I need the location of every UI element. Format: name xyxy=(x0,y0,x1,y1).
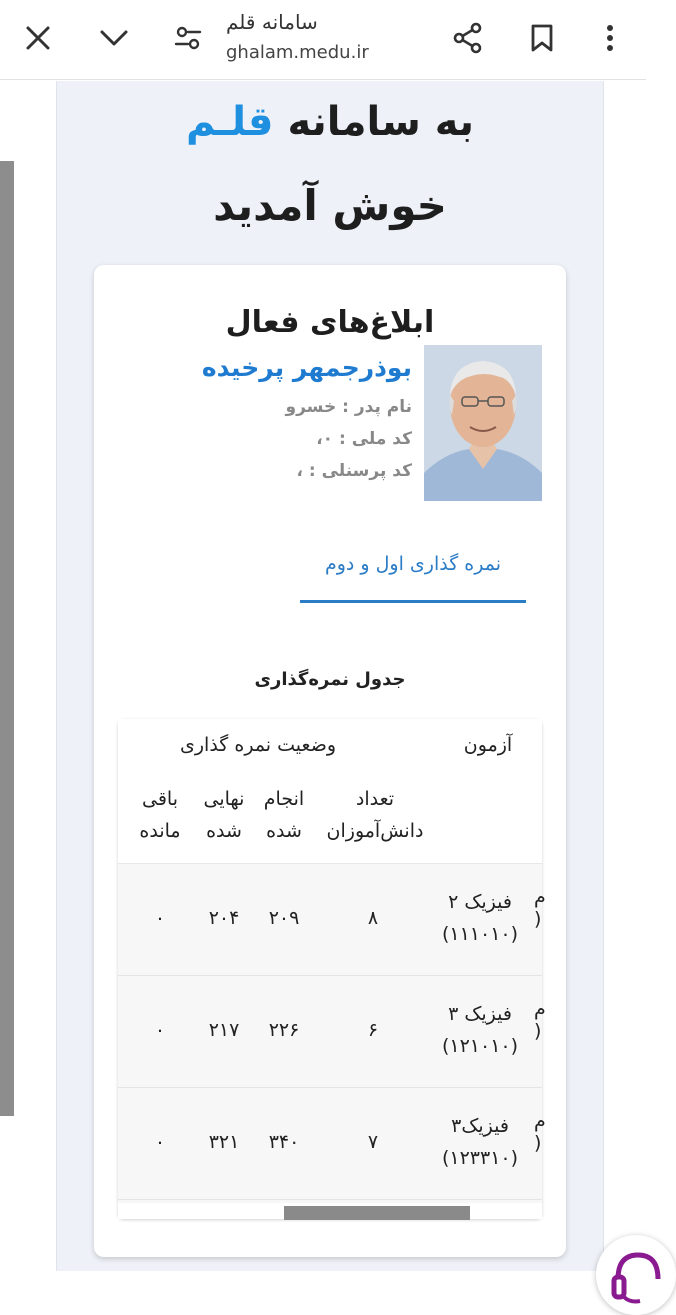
support-button[interactable] xyxy=(596,1235,676,1315)
header-done-line1: انجام xyxy=(263,788,305,810)
scrollbar-thumb[interactable] xyxy=(284,1206,470,1220)
side-panel-edge xyxy=(0,161,14,1116)
tab-grading-first-second[interactable] xyxy=(300,553,526,603)
clipped-line2: ) xyxy=(534,908,542,930)
clipped-line1: م xyxy=(534,886,546,908)
page-url[interactable]: ghalam.medu.ir xyxy=(226,42,369,63)
header-final xyxy=(196,783,252,847)
header-remaining xyxy=(132,783,188,847)
card-title: ابلاغ‌های فعال xyxy=(225,305,435,340)
clipped-line1: م xyxy=(534,1110,546,1132)
header-students xyxy=(318,783,432,847)
brand-name: قلـم xyxy=(185,99,274,145)
final-count: ۲۰۴ xyxy=(208,907,240,929)
welcome-prefix: به سامانه xyxy=(287,99,475,145)
exam-cell xyxy=(434,998,526,1062)
header-final-line1: نهایی xyxy=(203,788,245,810)
exam-code: (۱۱۱۰۱۰) xyxy=(441,923,519,945)
exam-cell xyxy=(434,886,526,950)
done-count: ۲۰۹ xyxy=(268,907,300,929)
web-page xyxy=(0,81,646,1280)
active-assignments-card xyxy=(94,265,566,1257)
headset-icon xyxy=(610,1245,660,1305)
header-done-line2: شده xyxy=(266,820,302,842)
header-final-line2: شده xyxy=(206,820,242,842)
table-row[interactable] xyxy=(118,1088,546,1200)
remaining-count: ۰ xyxy=(154,907,166,929)
chevron-down-icon[interactable] xyxy=(92,16,136,60)
students-count: ۷ xyxy=(367,1131,379,1153)
header-remaining-line2: مانده xyxy=(139,820,181,842)
exam-name: فیزیک۳ xyxy=(451,1115,509,1137)
final-count: ۳۲۱ xyxy=(208,1131,240,1153)
table-row[interactable] xyxy=(118,864,546,976)
exam-name: فیزیک ۳ xyxy=(448,1003,512,1025)
more-vert-icon[interactable] xyxy=(588,16,632,60)
students-count: ۶ xyxy=(367,1019,379,1041)
exam-cell xyxy=(434,1110,526,1174)
grading-table[interactable] xyxy=(118,719,546,1219)
remaining-count: ۰ xyxy=(154,1019,166,1041)
table-header xyxy=(118,719,542,863)
personnel-code: کد پرسنلی : ، xyxy=(296,461,412,481)
content-column xyxy=(56,81,604,1271)
done-count: ۳۴۰ xyxy=(268,1131,300,1153)
welcome-subheading: خوش آمدید xyxy=(213,181,447,230)
exam-code: (۱۲۱۰۱۰) xyxy=(441,1035,519,1057)
browser-toolbar xyxy=(0,0,646,80)
tab-label: نمره گذاری اول و دوم xyxy=(324,553,502,575)
teacher-avatar xyxy=(424,345,542,501)
clipped-line2: ) xyxy=(534,1132,542,1154)
header-exam: آزمون xyxy=(463,734,513,756)
header-students-line2: دانش‌آموزان xyxy=(326,820,424,842)
bookmark-icon[interactable] xyxy=(520,16,564,60)
clipped-line1: م xyxy=(534,998,546,1020)
exam-name: فیزیک ۲ xyxy=(448,891,512,913)
students-count: ۸ xyxy=(367,907,379,929)
welcome-heading xyxy=(57,99,603,145)
clipped-column-text xyxy=(534,998,546,1042)
header-remaining-line1: باقی xyxy=(142,788,178,810)
page-title: سامانه قلم xyxy=(226,10,318,34)
table-title: جدول نمره‌گذاری xyxy=(254,669,406,690)
remaining-count: ۰ xyxy=(154,1131,166,1153)
clipped-column-text xyxy=(534,1110,546,1154)
horizontal-scrollbar[interactable] xyxy=(118,1203,542,1219)
exam-code: (۱۲۳۳۱۰) xyxy=(441,1147,519,1169)
final-count: ۲۱۷ xyxy=(208,1019,240,1041)
header-students-line1: تعداد xyxy=(355,788,395,810)
share-icon[interactable] xyxy=(446,16,490,60)
national-code: کد ملی : ۰، xyxy=(316,429,412,449)
close-icon[interactable] xyxy=(16,16,60,60)
clipped-line2: ) xyxy=(534,1020,542,1042)
table-row[interactable] xyxy=(118,976,546,1088)
table-body xyxy=(118,863,546,1203)
done-count: ۲۲۶ xyxy=(268,1019,300,1041)
tune-icon[interactable] xyxy=(166,16,210,60)
clipped-column-text xyxy=(534,886,546,930)
header-status: وضعیت نمره گذاری xyxy=(180,734,336,756)
header-done xyxy=(256,783,312,847)
father-name: نام پدر : خسرو xyxy=(285,397,412,417)
teacher-name: بوذرجمهر پرخیده xyxy=(201,353,412,382)
